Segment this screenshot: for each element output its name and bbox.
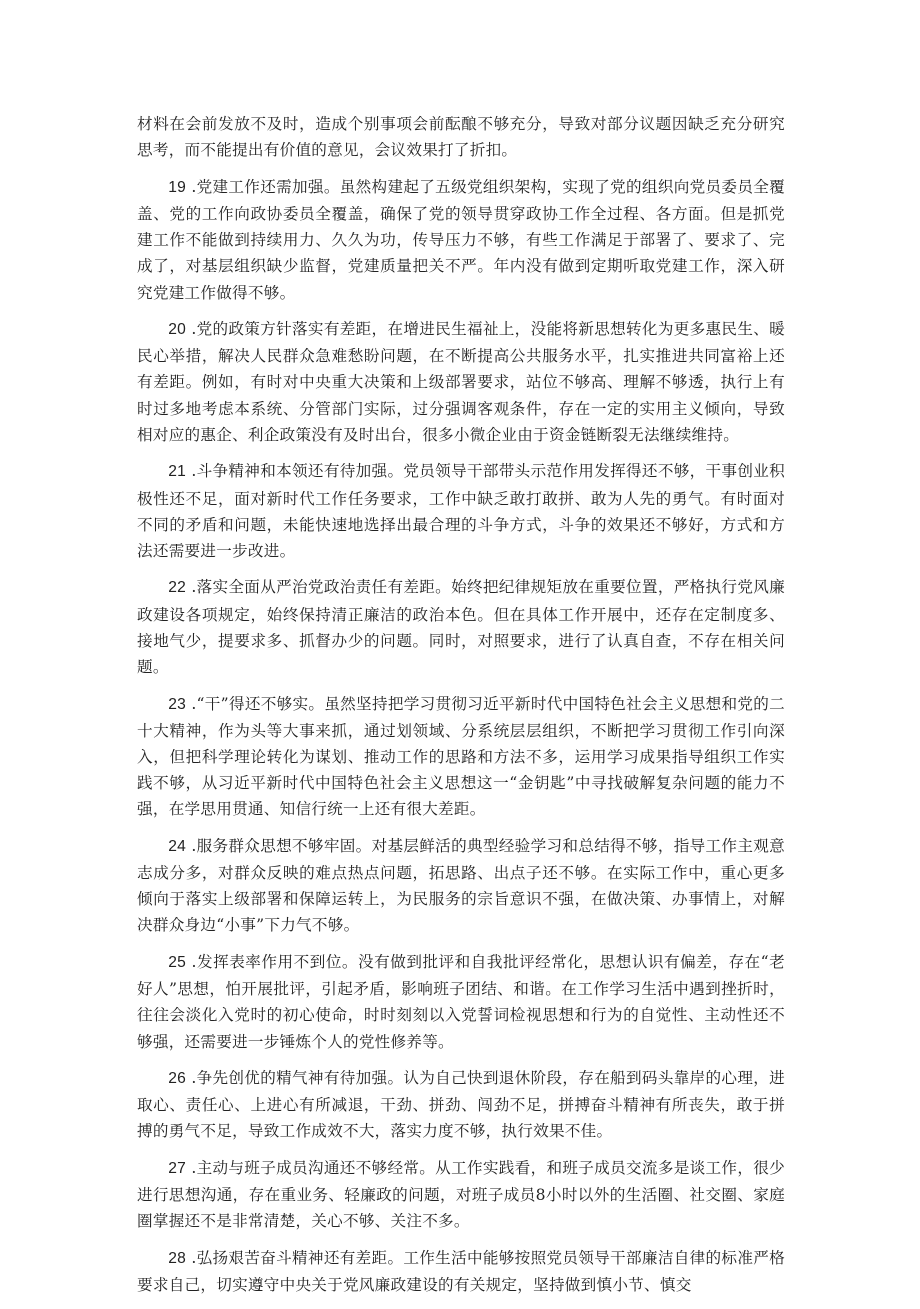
paragraph-21	[137, 458, 785, 564]
paragraph-26	[137, 1065, 785, 1145]
paragraph-number: 20	[168, 321, 187, 339]
paragraph-27	[137, 1155, 785, 1235]
paragraph-continued	[137, 111, 785, 163]
paragraph-28	[137, 1245, 785, 1298]
paragraph-text: .斗争精神和本领还有待加强。党员领导干部带头示范作用发挥得还不够，干事创业积极性还不足，面对新时代工作任务要求，工作中缺乏敢打敢拼、敢为人先的勇气。有时面对不同的矛盾和问题，未能快速地选择出最合理的斗争方式，斗争的效果还不够好，方式和方法还需要进一步改进。	[137, 462, 785, 560]
paragraph-text: .发挥表率作用不到位。没有做到批评和自我批评经常化，思想认识有偏差，存在“老好人”思想，怕开展批评，引起矛盾，影响班子团结、和谐。在工作学习生活中遇到挫折时，往往会淡化入党时的初心使命，时时刻刻以入党誓词检视思想和行为的自觉性、主动性还不够强，还需要进一步锤炼个人的党性修养等。	[137, 952, 785, 1051]
paragraph-number: 22	[168, 579, 187, 597]
paragraph-text: .弘扬艰苦奋斗精神还有差距。工作生活中能够按照党员领导干部廉洁自律的标准严格要求自己，切实遵守中央关于党风廉政建设的有关规定，坚持做到慎小节、慎交	[137, 1248, 785, 1295]
paragraph-number: 28	[168, 1249, 187, 1267]
paragraph-text: .党建工作还需加强。虽然构建起了五级党组织架构，实现了党的组织向党员委员全覆盖、党的工作向政协委员全覆盖，确保了党的领导贯穿政协工作全过程、各方面。但是抓党建工作不能做到持续用力、久久为功，传导压力不够，有些工作满足于部署了、要求了、完成了，对基层组织缺少监督，党建质量把关不严。年内没有做到定期听取党建工作，深入研究党建工作做得不够。	[137, 177, 785, 302]
paragraph-number: 26	[168, 1070, 187, 1088]
paragraph-number: 27	[168, 1159, 187, 1177]
paragraph-19	[137, 174, 785, 306]
paragraph-text: 材料在会前发放不及时，造成个别事项会前酝酿不够充分，导致对部分议题因缺乏充分研究思考，而不能提出有价值的意见，会议效果打了折扣。	[137, 115, 785, 160]
paragraph-25	[137, 949, 785, 1055]
paragraph-number: 24	[168, 837, 187, 855]
paragraph-20	[137, 316, 785, 448]
paragraph-22	[137, 574, 785, 680]
paragraph-number: 19	[168, 178, 187, 196]
paragraph-text: .落实全面从严治党政治责任有差距。始终把纪律规矩放在重要位置，严格执行党风廉政建设各项规定，始终保持清正廉洁的政治本色。但在具体工作开展中，还存在定制度多、接地气少，提要求多、抓督办少的问题。同时，对照要求，进行了认真自查，不存在相关问题。	[137, 578, 785, 677]
paragraph-23	[137, 691, 785, 823]
paragraph-number: 25	[168, 953, 187, 971]
paragraph-24	[137, 833, 785, 939]
paragraph-text: .争先创优的精气神有待加强。认为自己快到退休阶段，存在船到码头靠岸的心理，进取心、责任心、上进心有所减退，干劲、拼劲、闯劲不足，拼搏奋斗精神有所丧失，敢于拼搏的勇气不足，导致工作成效不大，落实力度不够，执行效果不佳。	[137, 1069, 785, 1141]
paragraph-text: .“干”得还不够实。虽然坚持把学习贯彻习近平新时代中国特色社会主义思想和党的二十大精神，作为头等大事来抓，通过划领域、分系统层层组织，不断把学习贯彻工作引向深入，但把科学理论转化为谋划、推动工作的思路和方法不多，运用学习成果指导组织工作实践不够，从习近平新时代中国特色社会主义思想这一“金钥匙”中寻找破解复杂问题的能力不强，在学思用贯通、知信行统一上还有很大差距。	[137, 694, 785, 819]
paragraph-text: .服务群众思想不够牢固。对基层鲜活的典型经验学习和总结得不够，指导工作主观意志成分多，对群众反映的难点热点问题，拓思路、出点子还不够。在实际工作中，重心更多倾向于落实上级部署和保障运转上，为民服务的宗旨意识不强，在做决策、办事情上，对解决群众身边“小事”下力气不够。	[137, 836, 785, 935]
document-body	[137, 111, 785, 1309]
paragraph-number: 21	[168, 463, 187, 481]
paragraph-text: .主动与班子成员沟通还不够经常。从工作实践看，和班子成员交流多是谈工作，很少进行思想沟通，存在重业务、轻廉政的问题，对班子成员8小时以外的生活圈、社交圈、家庭圈掌握还不是非常清楚，关心不够、关注不多。	[137, 1158, 785, 1231]
paragraph-number: 23	[168, 695, 187, 713]
paragraph-text: .党的政策方针落实有差距，在增进民生福祉上，没能将新思想转化为更多惠民生、暖民心举措，解决人民群众急难愁盼问题，在不断提高公共服务水平，扎实推进共同富裕上还有差距。例如，有时对中央重大决策和上级部署要求，站位不够高、理解不够透，执行上有时过多地考虑本系统、分管部门实际，过分强调客观条件，存在一定的实用主义倾向，导致相对应的惠企、利企政策没有及时出台，很多小微企业由于资金链断裂无法继续维持。	[137, 320, 785, 444]
